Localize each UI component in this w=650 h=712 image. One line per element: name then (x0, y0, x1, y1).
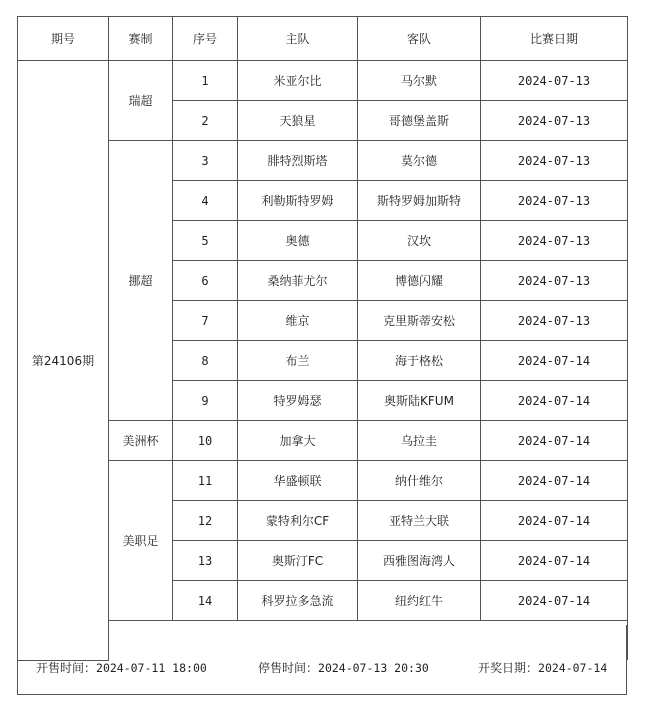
draw-date-value: 2024-07-14 (538, 661, 608, 675)
match-date: 2024-07-14 (481, 501, 628, 541)
header-home: 主队 (238, 17, 358, 61)
away-team: 斯特罗姆加斯特 (358, 181, 481, 221)
home-team: 加拿大 (238, 421, 358, 461)
match-date: 2024-07-14 (481, 461, 628, 501)
match-date: 2024-07-14 (481, 581, 628, 621)
header-date: 比赛日期 (481, 17, 628, 61)
away-team: 莫尔德 (358, 141, 481, 181)
match-no: 7 (173, 301, 238, 341)
match-date: 2024-07-13 (481, 261, 628, 301)
sale-end-label: 停售时间： (258, 661, 319, 675)
draw-date-label: 开奖日期： (478, 661, 539, 675)
sale-end-value: 2024-07-13 20:30 (318, 661, 429, 675)
header-no: 序号 (173, 17, 238, 61)
match-date: 2024-07-13 (481, 221, 628, 261)
home-team: 特罗姆瑟 (238, 381, 358, 421)
home-team: 维京 (238, 301, 358, 341)
match-no: 4 (173, 181, 238, 221)
sale-start-value: 2024-07-11 18:00 (96, 661, 207, 675)
match-no: 1 (173, 61, 238, 101)
league-cell-norway: 挪超 (109, 141, 173, 421)
league-cell-mls: 美职足 (109, 461, 173, 621)
match-no: 13 (173, 541, 238, 581)
home-team: 米亚尔比 (238, 61, 358, 101)
sale-end (258, 659, 429, 676)
league-cell-swiss: 瑞超 (109, 61, 173, 141)
home-team: 桑纳菲尤尔 (238, 261, 358, 301)
match-no: 3 (173, 141, 238, 181)
home-team: 科罗拉多急流 (238, 581, 358, 621)
match-no: 14 (173, 581, 238, 621)
header-issue: 期号 (18, 17, 109, 61)
match-date: 2024-07-13 (481, 301, 628, 341)
away-team: 西雅图海湾人 (358, 541, 481, 581)
match-date: 2024-07-14 (481, 421, 628, 461)
match-date: 2024-07-13 (481, 101, 628, 141)
issue-number-cell: 第24106期 (18, 61, 109, 661)
schedule-table (17, 16, 628, 661)
footer-info-row (18, 659, 626, 679)
home-team: 布兰 (238, 341, 358, 381)
away-team: 奥斯陆KFUM (358, 381, 481, 421)
table-row (18, 461, 628, 501)
away-team: 乌拉圭 (358, 421, 481, 461)
home-team: 华盛顿联 (238, 461, 358, 501)
match-no: 8 (173, 341, 238, 381)
header-away: 客队 (358, 17, 481, 61)
match-no: 5 (173, 221, 238, 261)
table-row (18, 141, 628, 181)
table-row (18, 421, 628, 461)
home-team: 利勒斯特罗姆 (238, 181, 358, 221)
home-team: 奥德 (238, 221, 358, 261)
sale-start-label: 开售时间： (36, 661, 97, 675)
sale-start (36, 659, 207, 676)
away-team: 哥德堡盖斯 (358, 101, 481, 141)
match-no: 10 (173, 421, 238, 461)
away-team: 克里斯蒂安松 (358, 301, 481, 341)
match-date: 2024-07-14 (481, 541, 628, 581)
match-date: 2024-07-13 (481, 141, 628, 181)
match-date: 2024-07-13 (481, 181, 628, 221)
away-team: 博德闪耀 (358, 261, 481, 301)
match-no: 11 (173, 461, 238, 501)
match-no: 2 (173, 101, 238, 141)
match-no: 6 (173, 261, 238, 301)
home-team: 蒙特利尔CF (238, 501, 358, 541)
away-team: 马尔默 (358, 61, 481, 101)
header-league: 赛制 (109, 17, 173, 61)
match-date: 2024-07-14 (481, 341, 628, 381)
draw-date (478, 659, 607, 676)
away-team: 亚特兰大联 (358, 501, 481, 541)
away-team: 海于格松 (358, 341, 481, 381)
league-cell-copa: 美洲杯 (109, 421, 173, 461)
home-team: 腓特烈斯塔 (238, 141, 358, 181)
footer-box (17, 625, 627, 695)
header-row (18, 17, 628, 61)
home-team: 奥斯汀FC (238, 541, 358, 581)
home-team: 天狼星 (238, 101, 358, 141)
match-date: 2024-07-13 (481, 61, 628, 101)
match-no: 12 (173, 501, 238, 541)
away-team: 纽约红牛 (358, 581, 481, 621)
table-row (18, 61, 628, 101)
away-team: 纳什维尔 (358, 461, 481, 501)
match-no: 9 (173, 381, 238, 421)
away-team: 汉坎 (358, 221, 481, 261)
match-date: 2024-07-14 (481, 381, 628, 421)
